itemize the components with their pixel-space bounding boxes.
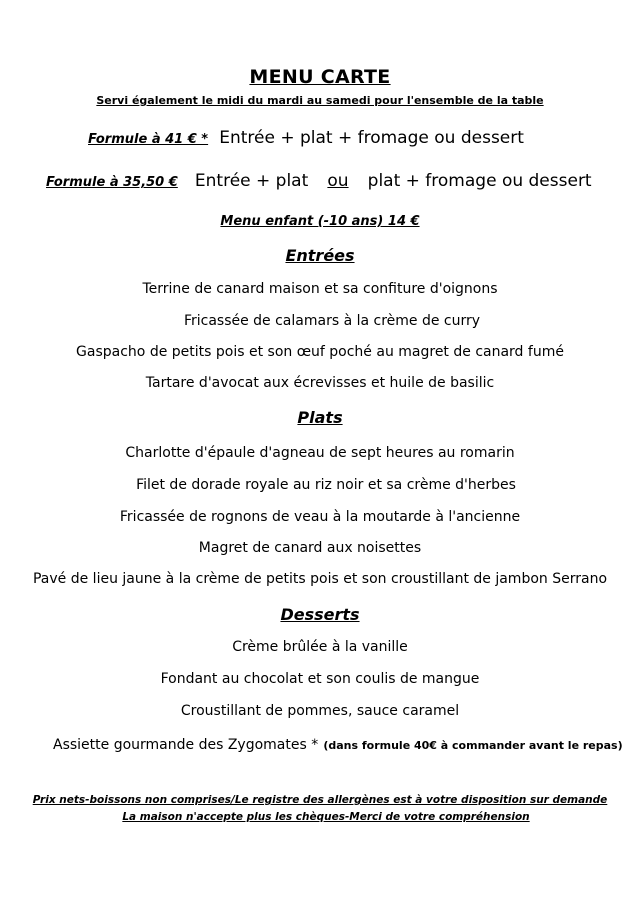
formula-41-text: Entrée + plat + fromage ou dessert — [219, 128, 524, 148]
footer-cheques-note: La maison n'accepte plus les chèques-Merci de votre compréhension — [122, 811, 530, 823]
entree-item: Terrine de canard maison et sa confiture d'oignons — [142, 281, 498, 297]
section-entrees-heading: Entrées — [285, 246, 355, 265]
formula-41-row — [88, 128, 524, 148]
plat-item: Pavé de lieu jaune à la crème de petits pois et son croustillant de jambon Serrano — [32, 571, 608, 587]
formula-35-or: ou — [327, 171, 349, 191]
plat-item: Filet de dorade royale au riz noir et sa crème d'herbes — [136, 477, 516, 493]
plat-item: Charlotte d'épaule d'agneau de sept heures au romarin — [125, 445, 515, 461]
section-plats-heading: Plats — [297, 408, 343, 427]
menu-subtitle: Servi également le midi du mardi au samedi pour l'ensemble de la table — [96, 94, 544, 107]
plat-item: Fricassée de rognons de veau à la moutarde à l'ancienne — [119, 509, 521, 525]
footer-prices-note: Prix nets-boissons non comprises/Le registre des allergènes est à votre disposition sur demande — [32, 794, 608, 806]
dessert-item: Crème brûlée à la vanille — [232, 639, 408, 655]
entree-item: Gaspacho de petits pois et son œuf poché au magret de canard fumé — [76, 344, 564, 360]
section-desserts-heading: Desserts — [280, 605, 360, 624]
dessert-special-note: (dans formule 40€ à commander avant le repas) — [323, 739, 623, 752]
formula-35-row — [46, 171, 592, 191]
formula-35-part2: plat + fromage ou dessert — [367, 171, 592, 191]
dessert-special-label: Assiette gourmande des Zygomates * — [53, 737, 319, 753]
menu-title: MENU CARTE — [249, 66, 391, 88]
formula-35-label: Formule à 35,50 € — [46, 175, 178, 190]
plat-item: Magret de canard aux noisettes — [198, 540, 422, 556]
kids-menu: Menu enfant (-10 ans) 14 € — [220, 214, 420, 229]
entree-item: Fricassée de calamars à la crème de curry — [183, 313, 481, 329]
dessert-item-special — [53, 734, 623, 753]
dessert-item: Croustillant de pommes, sauce caramel — [180, 703, 460, 719]
entree-item: Tartare d'avocat aux écrevisses et huile de basilic — [145, 375, 495, 391]
formula-35-part1: Entrée + plat — [194, 171, 309, 191]
dessert-item: Fondant au chocolat et son coulis de mangue — [160, 671, 480, 687]
formula-41-label: Formule à 41 € * — [88, 132, 209, 147]
